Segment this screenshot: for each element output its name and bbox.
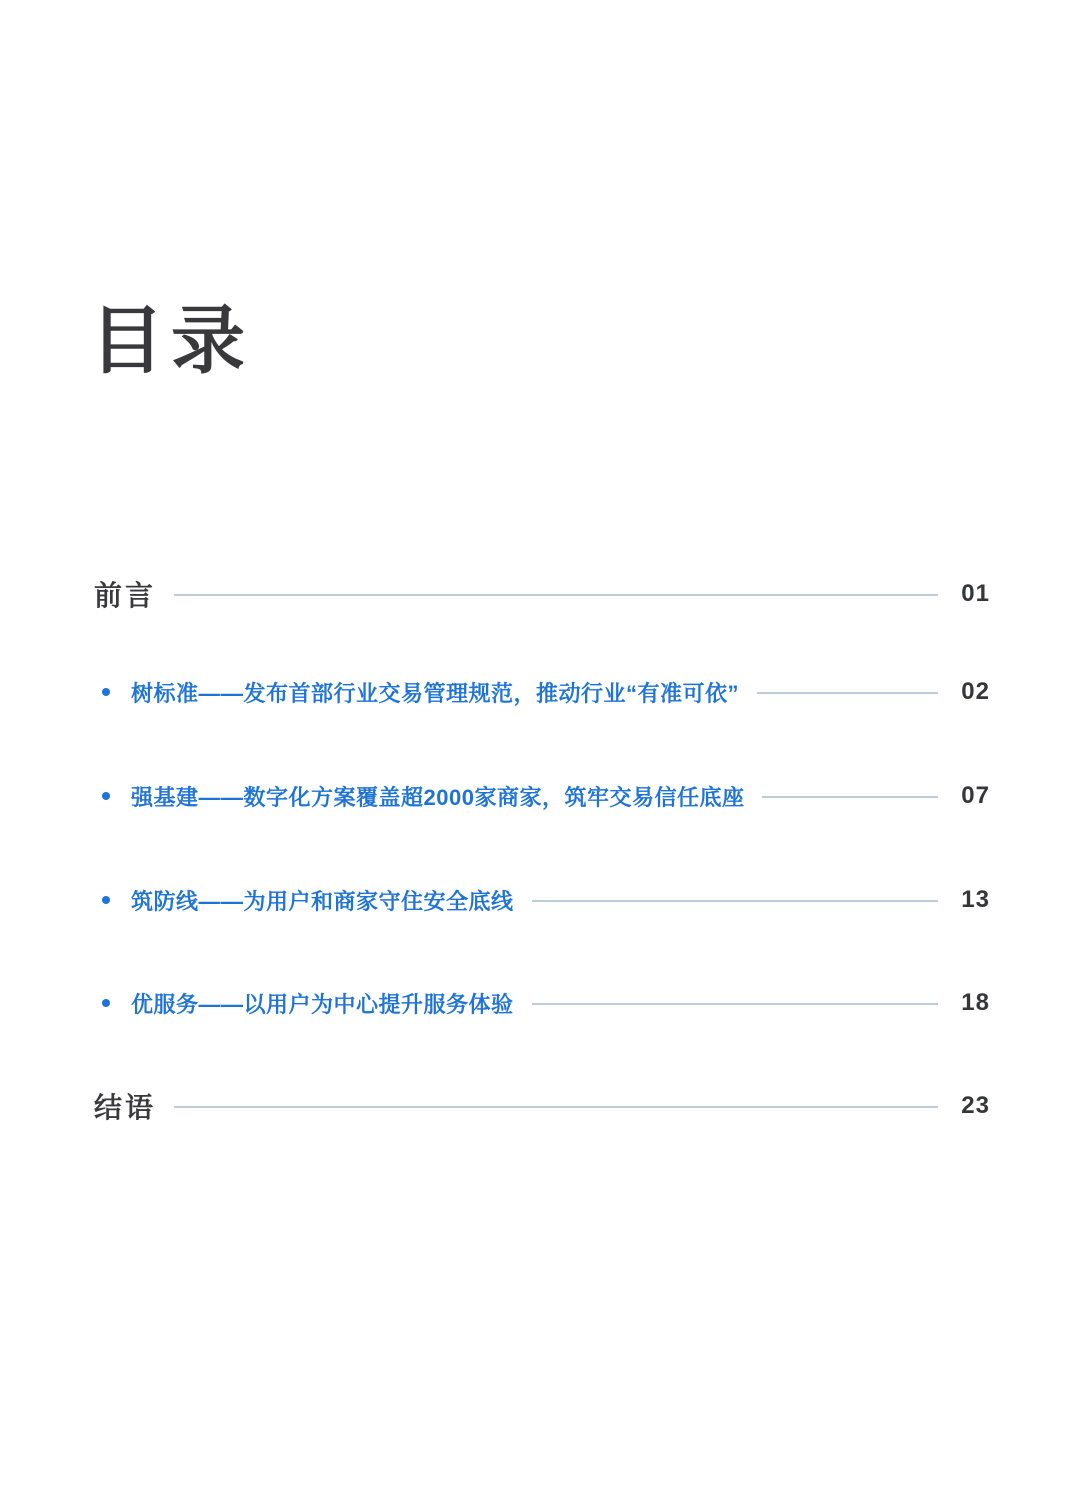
- page-number: 18: [961, 989, 990, 1016]
- toc-entry-label: 结语: [94, 1092, 157, 1123]
- leader-line: [762, 796, 938, 797]
- page-title: 目录: [90, 299, 252, 382]
- toc-entry-preface[interactable]: [94, 575, 990, 613]
- page-number: 23: [961, 1092, 990, 1119]
- toc-entry-label: 树标准——发布首部行业交易管理规范，推动行业“有准可依”: [131, 680, 740, 706]
- toc-entry-label: 强基建——数字化方案覆盖超2000家商家，筑牢交易信任底座: [131, 784, 745, 810]
- toc-entry-safety[interactable]: [94, 884, 990, 916]
- page-number: 13: [961, 886, 990, 913]
- toc-entry-label: 前言: [94, 580, 157, 611]
- toc-entry-label: 筑防线——为用户和商家守住安全底线: [131, 888, 514, 914]
- toc-entry-conclusion[interactable]: [94, 1087, 990, 1125]
- leader-line: [174, 594, 938, 595]
- toc-entry-infrastructure[interactable]: [94, 780, 990, 812]
- page-number: 02: [961, 678, 990, 705]
- bullet-dot-icon: [102, 896, 110, 904]
- leader-line: [757, 692, 938, 693]
- toc-entry-label: 优服务——以用户为中心提升服务体验: [131, 991, 514, 1017]
- toc-entry-standards[interactable]: [94, 676, 990, 708]
- bullet-dot-icon: [102, 792, 110, 800]
- page-number: 01: [961, 580, 990, 607]
- bullet-dot-icon: [102, 999, 110, 1007]
- page-number: 07: [961, 782, 990, 809]
- bullet-dot-icon: [102, 688, 110, 696]
- toc-entry-service[interactable]: [94, 987, 990, 1019]
- leader-line: [174, 1106, 938, 1107]
- leader-line: [532, 900, 938, 901]
- leader-line: [532, 1003, 938, 1004]
